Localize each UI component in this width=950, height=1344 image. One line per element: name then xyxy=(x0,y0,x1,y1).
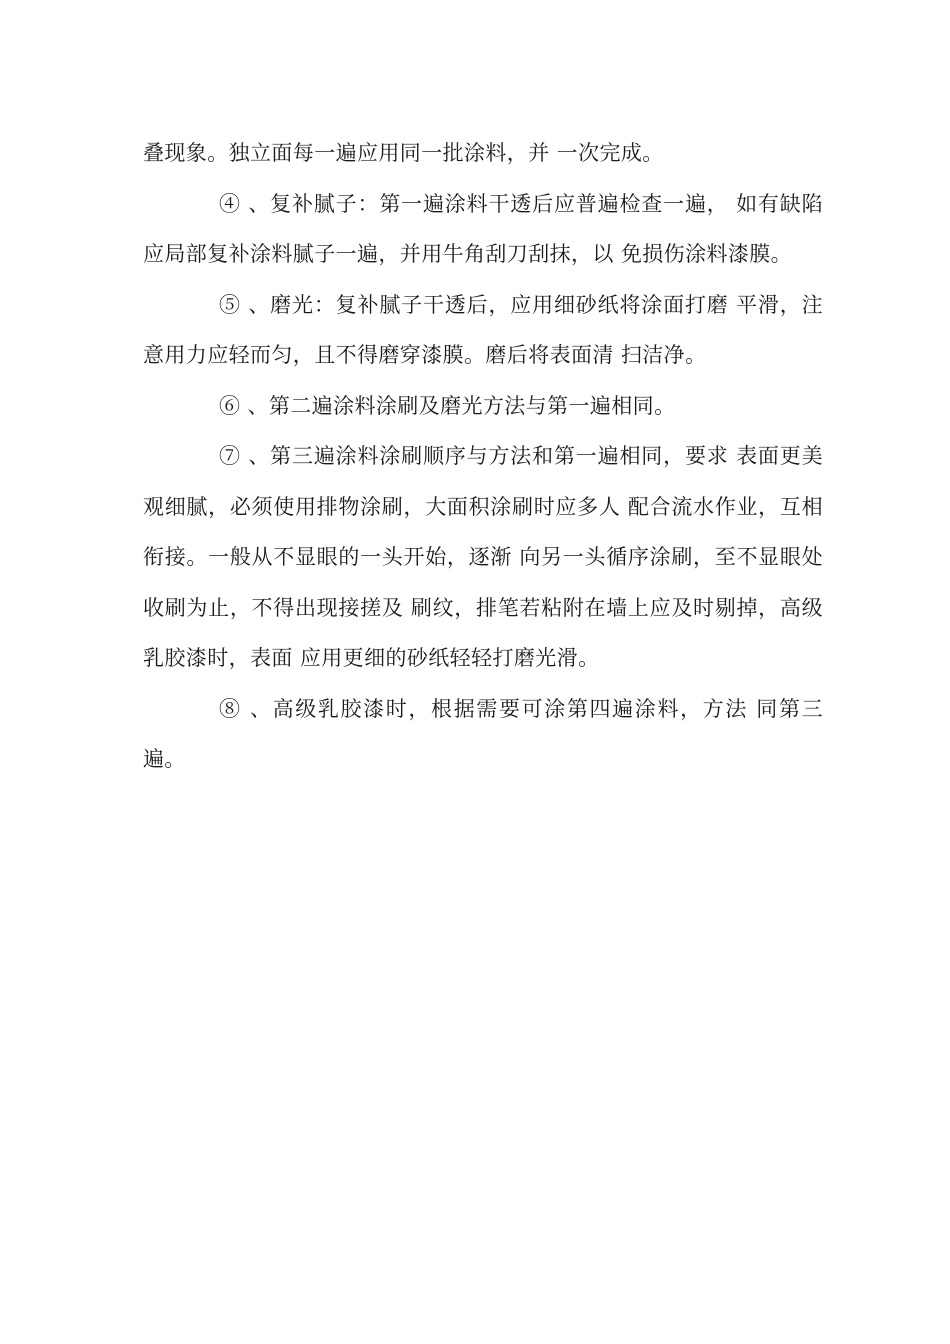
paragraph-step-4: ④ 、复补腻子：第一遍涂料干透后应普遍检查一遍， 如有缺陷应局部复补涂料腻子一遍，并用牛角刮刀刮抹，以 免损伤涂料漆膜。 xyxy=(143,191,823,266)
paragraph-step-5: ⑤ 、磨光：复补腻子干透后，应用细砂纸将涂面打磨 平滑，注意用力应轻而匀，且不得磨穿漆膜。磨后将表面清 扫洁净。 xyxy=(143,292,823,367)
paragraph-continuation: 叠现象。独立面每一遍应用同一批涂料，并 一次完成。 xyxy=(143,141,664,165)
paragraph-step-8: ⑧ 、高级乳胶漆时，根据需要可涂第四遍涂料，方法 同第三遍。 xyxy=(143,696,823,771)
document-body xyxy=(143,128,823,785)
paragraph-step-7: ⑦ 、第三遍涂料涂刷顺序与方法和第一遍相同，要求 表面更美观细腻，必须使用排物涂刷，大面积涂刷时应多人 配合流水作业，互相衔接。一般从不显眼的一头开始，逐渐 向另一头循序涂刷，至不显眼处收刷为止，不得出现接搓及 刷纹，排笔若粘附在墙上应及时剔掉，高级乳胶漆时，表面 应用更细的砂纸轻轻打磨光滑。 xyxy=(143,444,823,670)
paragraph-step-6: ⑥ 、第二遍涂料涂刷及磨光方法与第一遍相同。 xyxy=(219,393,676,418)
